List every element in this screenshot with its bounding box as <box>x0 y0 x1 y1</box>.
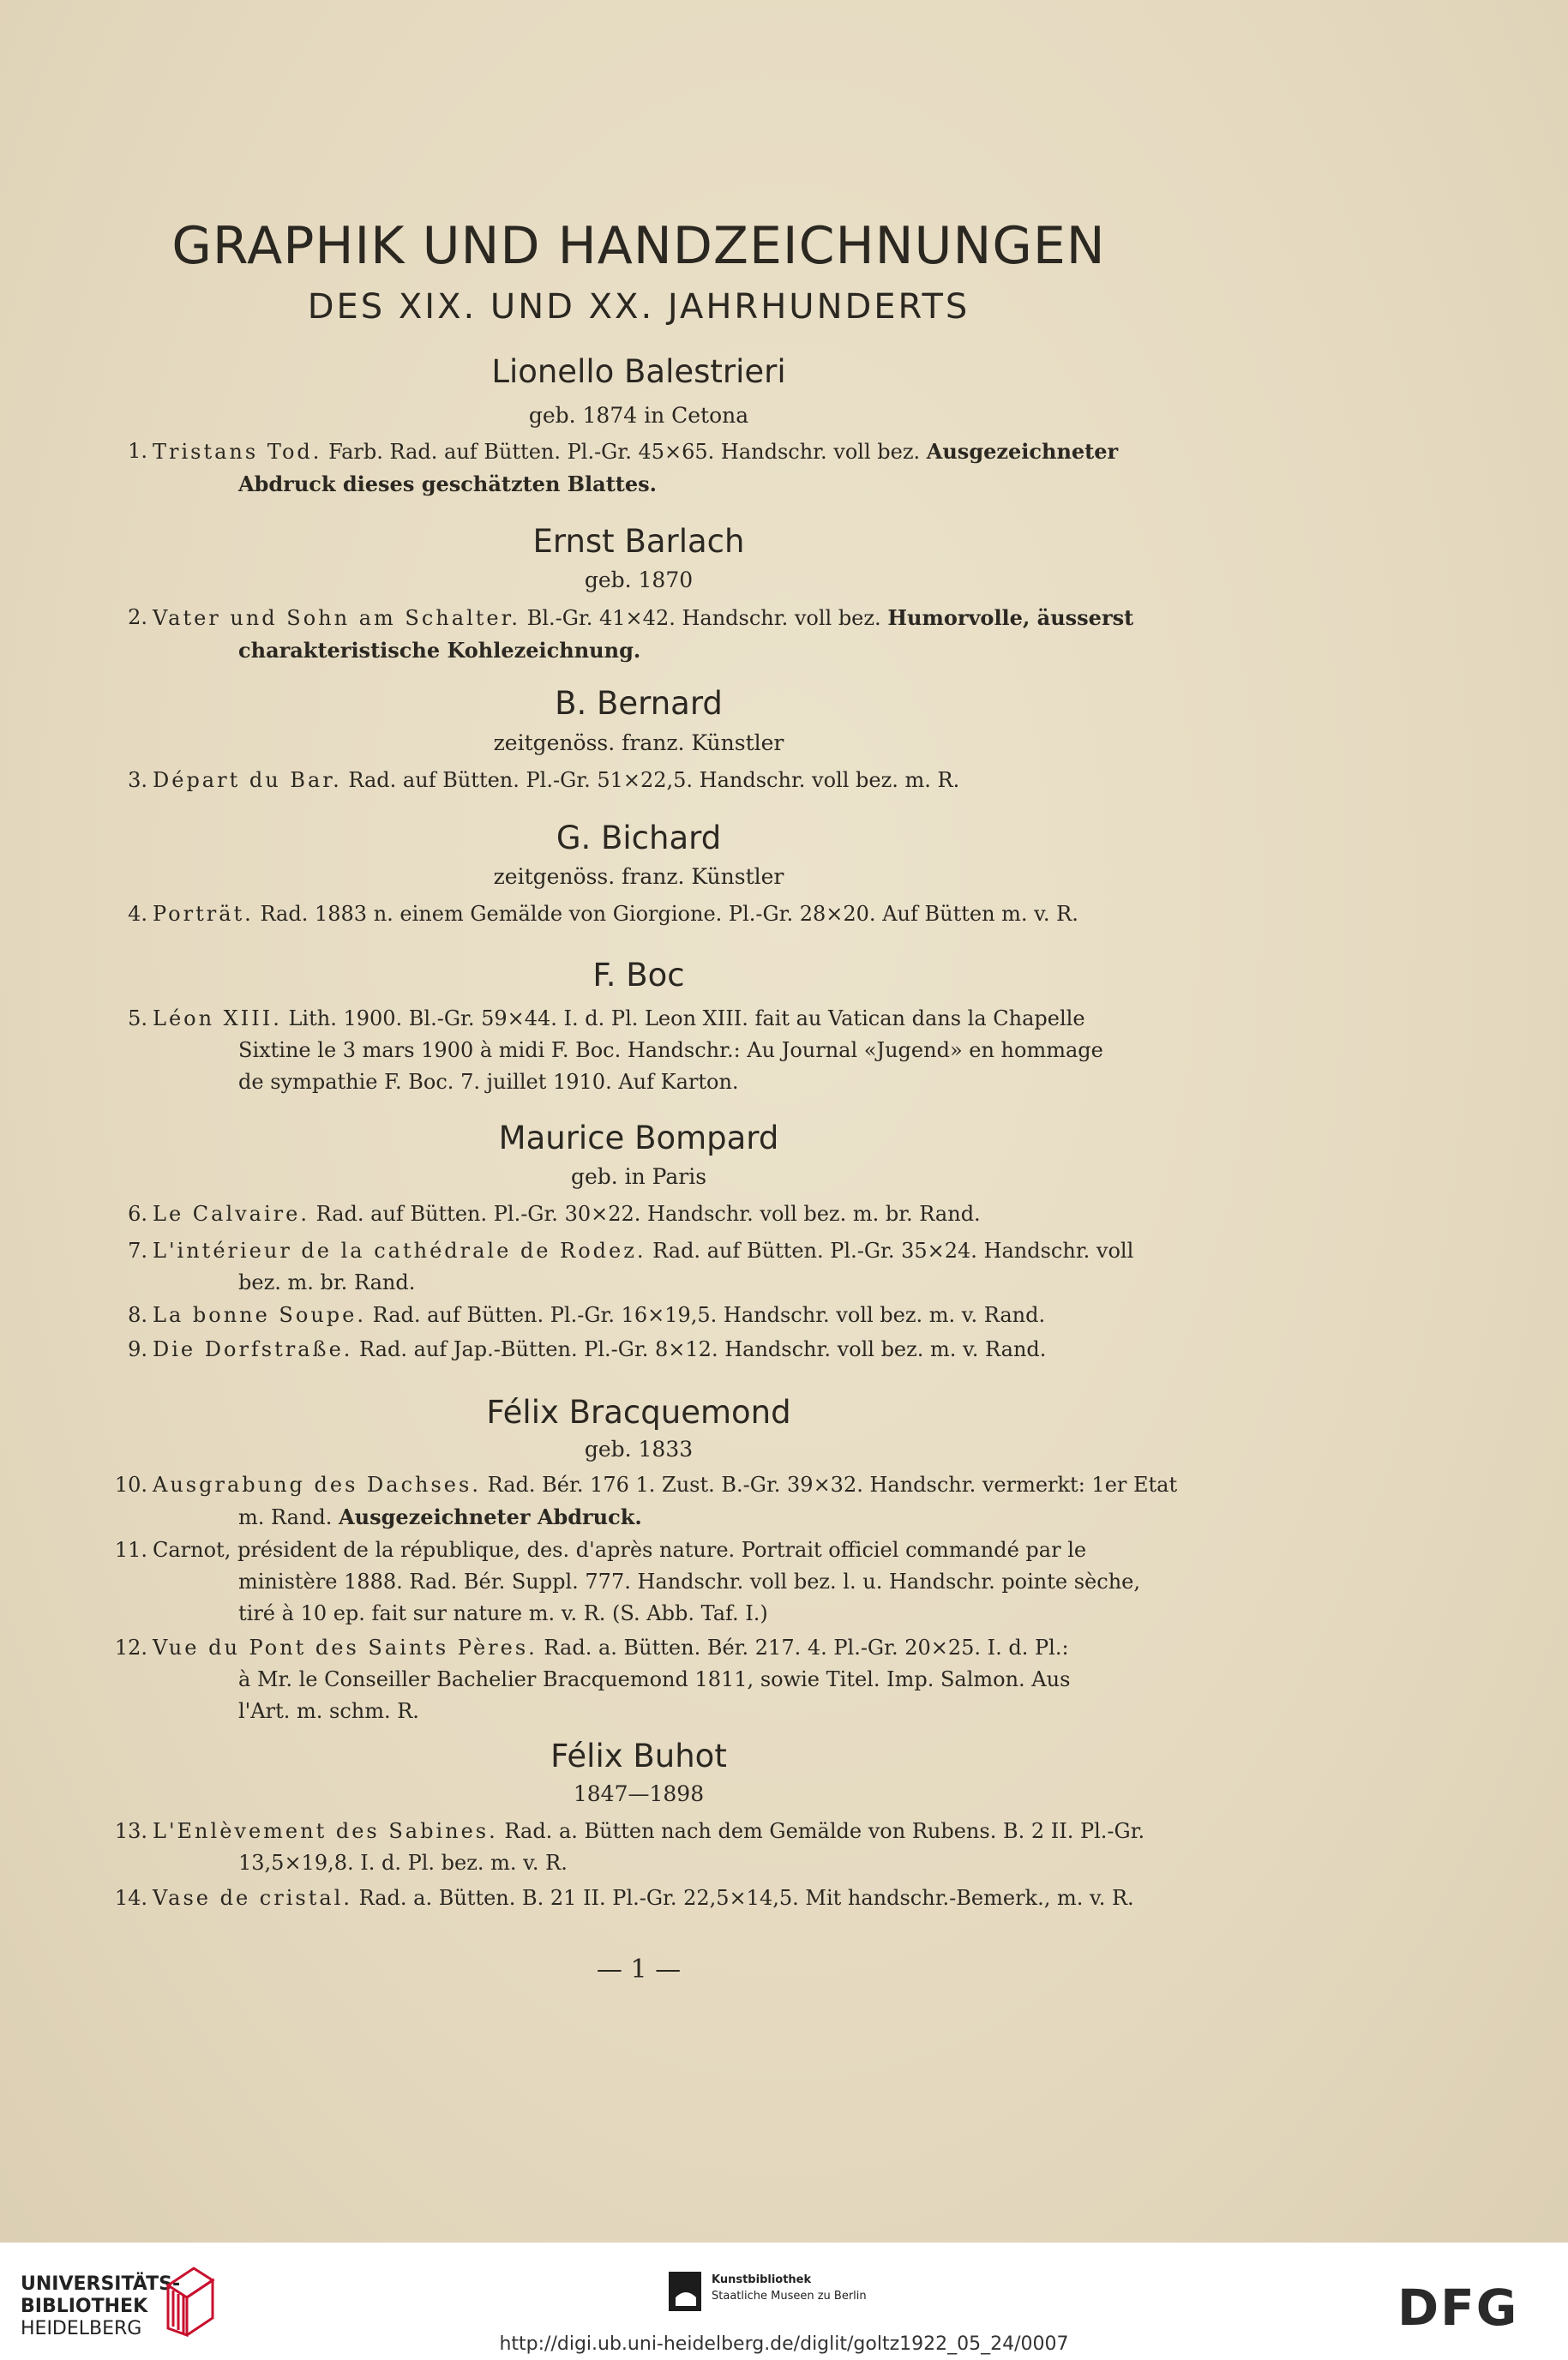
entry-text: Rad. a. Bütten. B. 21 II. Pl.-Gr. 22,5×14,5. Mit handschr.-Bemerk., m. v. R. <box>358 1886 1134 1910</box>
artist-name: Félix Buhot <box>550 1738 727 1775</box>
entry-title: Tristans Tod. <box>153 440 322 464</box>
entry-highlight: Ausgezeichneter Abdruck. <box>339 1504 642 1529</box>
catalog-entry <box>103 1816 1185 1879</box>
entry-number: 3. <box>128 768 147 792</box>
entry-text: charakteristische Kohlezeichnung. <box>238 638 641 663</box>
entry-text: Abdruck dieses geschätzten Blattes. <box>238 471 658 496</box>
entry-text: Rad. auf Bütten. Pl.-Gr. 51×22,5. Handschr. voll bez. m. R. <box>348 768 960 792</box>
artist-info: geb. 1833 <box>584 1437 694 1462</box>
page-number: — 1 — <box>596 1955 682 1985</box>
entry-number: 9. <box>128 1337 147 1361</box>
entry-text: Farb. Rad. auf Bütten. Pl.-Gr. 45×65. Handschr. voll bez. <box>328 440 921 464</box>
artist-info: 1847—1898 <box>573 1781 705 1806</box>
page-subtitle: DES XIX. UND XX. JAHRHUNDERTS <box>307 287 970 327</box>
entry-text: Rad. auf Bütten. Pl.-Gr. 30×22. Handschr. voll bez. m. br. Rand. <box>315 1202 981 1226</box>
catalog-entry <box>103 1883 1185 1914</box>
entry-number: 8. <box>128 1303 147 1327</box>
entry-highlight: Ausgezeichneter <box>926 439 1119 464</box>
page-title: GRAPHIK UND HANDZEICHNUNGEN <box>171 216 1106 276</box>
catalog-entry <box>103 1198 1185 1230</box>
artist-name: G. Bichard <box>556 820 722 856</box>
entry-text: Rad. a. Bütten. Bér. 217. 4. Pl.-Gr. 20×25. I. d. Pl.: <box>544 1636 1069 1660</box>
artist-name: Félix Bracquemond <box>486 1394 791 1431</box>
kunstbibliothek-name: Kunstbibliothek Staatliche Museen zu Berlin <box>712 2273 867 2303</box>
entry-number: 13. <box>114 1819 147 1843</box>
entry-text: Rad. auf Jap.-Bütten. Pl.-Gr. 8×12. Handschr. voll bez. m. v. Rand. <box>359 1337 1047 1361</box>
entry-highlight: Humorvolle, äusserst <box>887 605 1134 630</box>
entry-text: ministère 1888. Rad. Bér. Suppl. 777. Handschr. voll bez. l. u. Handschr. pointe sèche, <box>238 1570 1140 1594</box>
catalog-entry <box>103 1235 1185 1299</box>
entry-number: 6. <box>128 1202 147 1226</box>
entry-text: 13,5×19,8. I. d. Pl. bez. m. v. R. <box>238 1851 568 1875</box>
entry-text: bez. m. br. Rand. <box>238 1270 416 1294</box>
entry-text: Lith. 1900. Bl.-Gr. 59×44. I. d. Pl. Leon XIII. fait au Vatican dans la Chapelle <box>288 1006 1085 1030</box>
entry-text: l'Art. m. schm. R. <box>238 1699 419 1723</box>
artist-name: Ernst Barlach <box>532 523 745 560</box>
kunstbibliothek-logo-icon <box>669 2272 701 2311</box>
artist-info: zeitgenöss. franz. Künstler <box>493 730 784 755</box>
source-url-link[interactable]: http://digi.ub.uni-heidelberg.de/diglit/goltz1922_05_24/0007 <box>499 2333 1069 2355</box>
catalog-entry <box>103 602 1185 666</box>
artist-info: geb. 1870 <box>584 567 694 592</box>
entry-number: 14. <box>114 1886 147 1910</box>
digitization-footer <box>0 2243 1568 2360</box>
catalog-entry <box>103 1334 1185 1366</box>
entry-text: m. Rand. <box>238 1505 333 1529</box>
entry-number: 11. <box>114 1538 147 1562</box>
artist-name: B. Bernard <box>555 685 723 722</box>
entry-text: Sixtine le 3 mars 1900 à midi F. Boc. Handschr.: Au Journal «Jugend» en hommage <box>238 1038 1103 1062</box>
entry-title: Vase de cristal. <box>153 1886 352 1910</box>
artist-info: zeitgenöss. franz. Künstler <box>493 864 784 889</box>
entry-title: Vater und Sohn am Schalter. <box>153 606 521 630</box>
entry-text: Rad. auf Bütten. Pl.-Gr. 16×19,5. Handschr. voll bez. m. v. Rand. <box>372 1303 1046 1327</box>
entry-number: 12. <box>114 1636 147 1660</box>
catalog-entry <box>103 765 1185 796</box>
entry-text: Rad. auf Bütten. Pl.-Gr. 35×24. Handschr. voll <box>652 1239 1134 1263</box>
entry-text: Bl.-Gr. 41×42. Handschr. voll bez. <box>526 606 881 630</box>
entry-number: 4. <box>128 902 147 926</box>
heidelberg-library-logo-icon <box>159 2260 219 2337</box>
entry-title: Vue du Pont des Saints Pères. <box>153 1636 538 1660</box>
entry-title: La bonne Soupe. <box>153 1303 366 1327</box>
entry-text: président de la république, des. d'après nature. Portrait officiel commandé par le <box>237 1538 1087 1562</box>
catalog-entry <box>103 1632 1185 1727</box>
entry-text: Rad. a. Bütten nach dem Gemälde von Rubens. B. 2 II. Pl.-Gr. <box>504 1819 1145 1843</box>
entry-number: 7. <box>128 1239 147 1263</box>
catalog-entry <box>103 1534 1185 1630</box>
catalog-entry <box>103 435 1185 500</box>
artist-info: geb. 1874 in Cetona <box>528 403 749 428</box>
dfg-logo: DFG <box>1397 2279 1519 2337</box>
entry-title: Carnot, <box>153 1538 231 1562</box>
artist-info: geb. in Paris <box>570 1164 707 1189</box>
entry-title: Le Calvaire. <box>153 1202 309 1226</box>
artist-name: Maurice Bompard <box>498 1120 779 1156</box>
entry-text: Rad. Bér. 176 1. Zust. B.-Gr. 39×32. Handschr. vermerkt: 1er Etat <box>487 1473 1178 1497</box>
entry-title: Léon XIII. <box>153 1006 282 1030</box>
entry-title: L'intérieur de la cathédrale de Rodez. <box>153 1239 646 1263</box>
catalog-entry <box>103 898 1185 930</box>
library-name: UNIVERSITÄTS- BIBLIOTHEK HEIDELBERG <box>21 2273 181 2339</box>
catalog-entry <box>103 1469 1185 1534</box>
entry-title: L'Enlèvement des Sabines. <box>153 1819 498 1843</box>
entry-title: Départ du Bar. <box>153 768 342 792</box>
entry-text: à Mr. le Conseiller Bachelier Bracquemond 1811, sowie Titel. Imp. Salmon. Aus <box>238 1667 1071 1691</box>
entry-text: tiré à 10 ep. fait sur nature m. v. R. (S. Abb. Taf. I.) <box>238 1601 768 1625</box>
entry-title: Porträt. <box>153 902 254 926</box>
entry-number: 5. <box>128 1006 147 1030</box>
catalog-entry <box>103 1003 1185 1098</box>
entry-title: Ausgrabung des Dachses. <box>153 1473 481 1497</box>
entry-number: 1. <box>128 439 147 463</box>
entry-number: 2. <box>128 605 147 629</box>
entry-text: Rad. 1883 n. einem Gemälde von Giorgione. Pl.-Gr. 28×20. Auf Bütten m. v. R. <box>260 902 1078 926</box>
artist-name: F. Boc <box>592 957 685 994</box>
artist-name: Lionello Balestrieri <box>491 353 786 390</box>
entry-number: 10. <box>114 1473 147 1497</box>
entry-title: Die Dorfstraße. <box>153 1337 353 1361</box>
catalog-entry <box>103 1300 1185 1331</box>
entry-text: de sympathie F. Boc. 7. juillet 1910. Auf Karton. <box>238 1070 739 1094</box>
